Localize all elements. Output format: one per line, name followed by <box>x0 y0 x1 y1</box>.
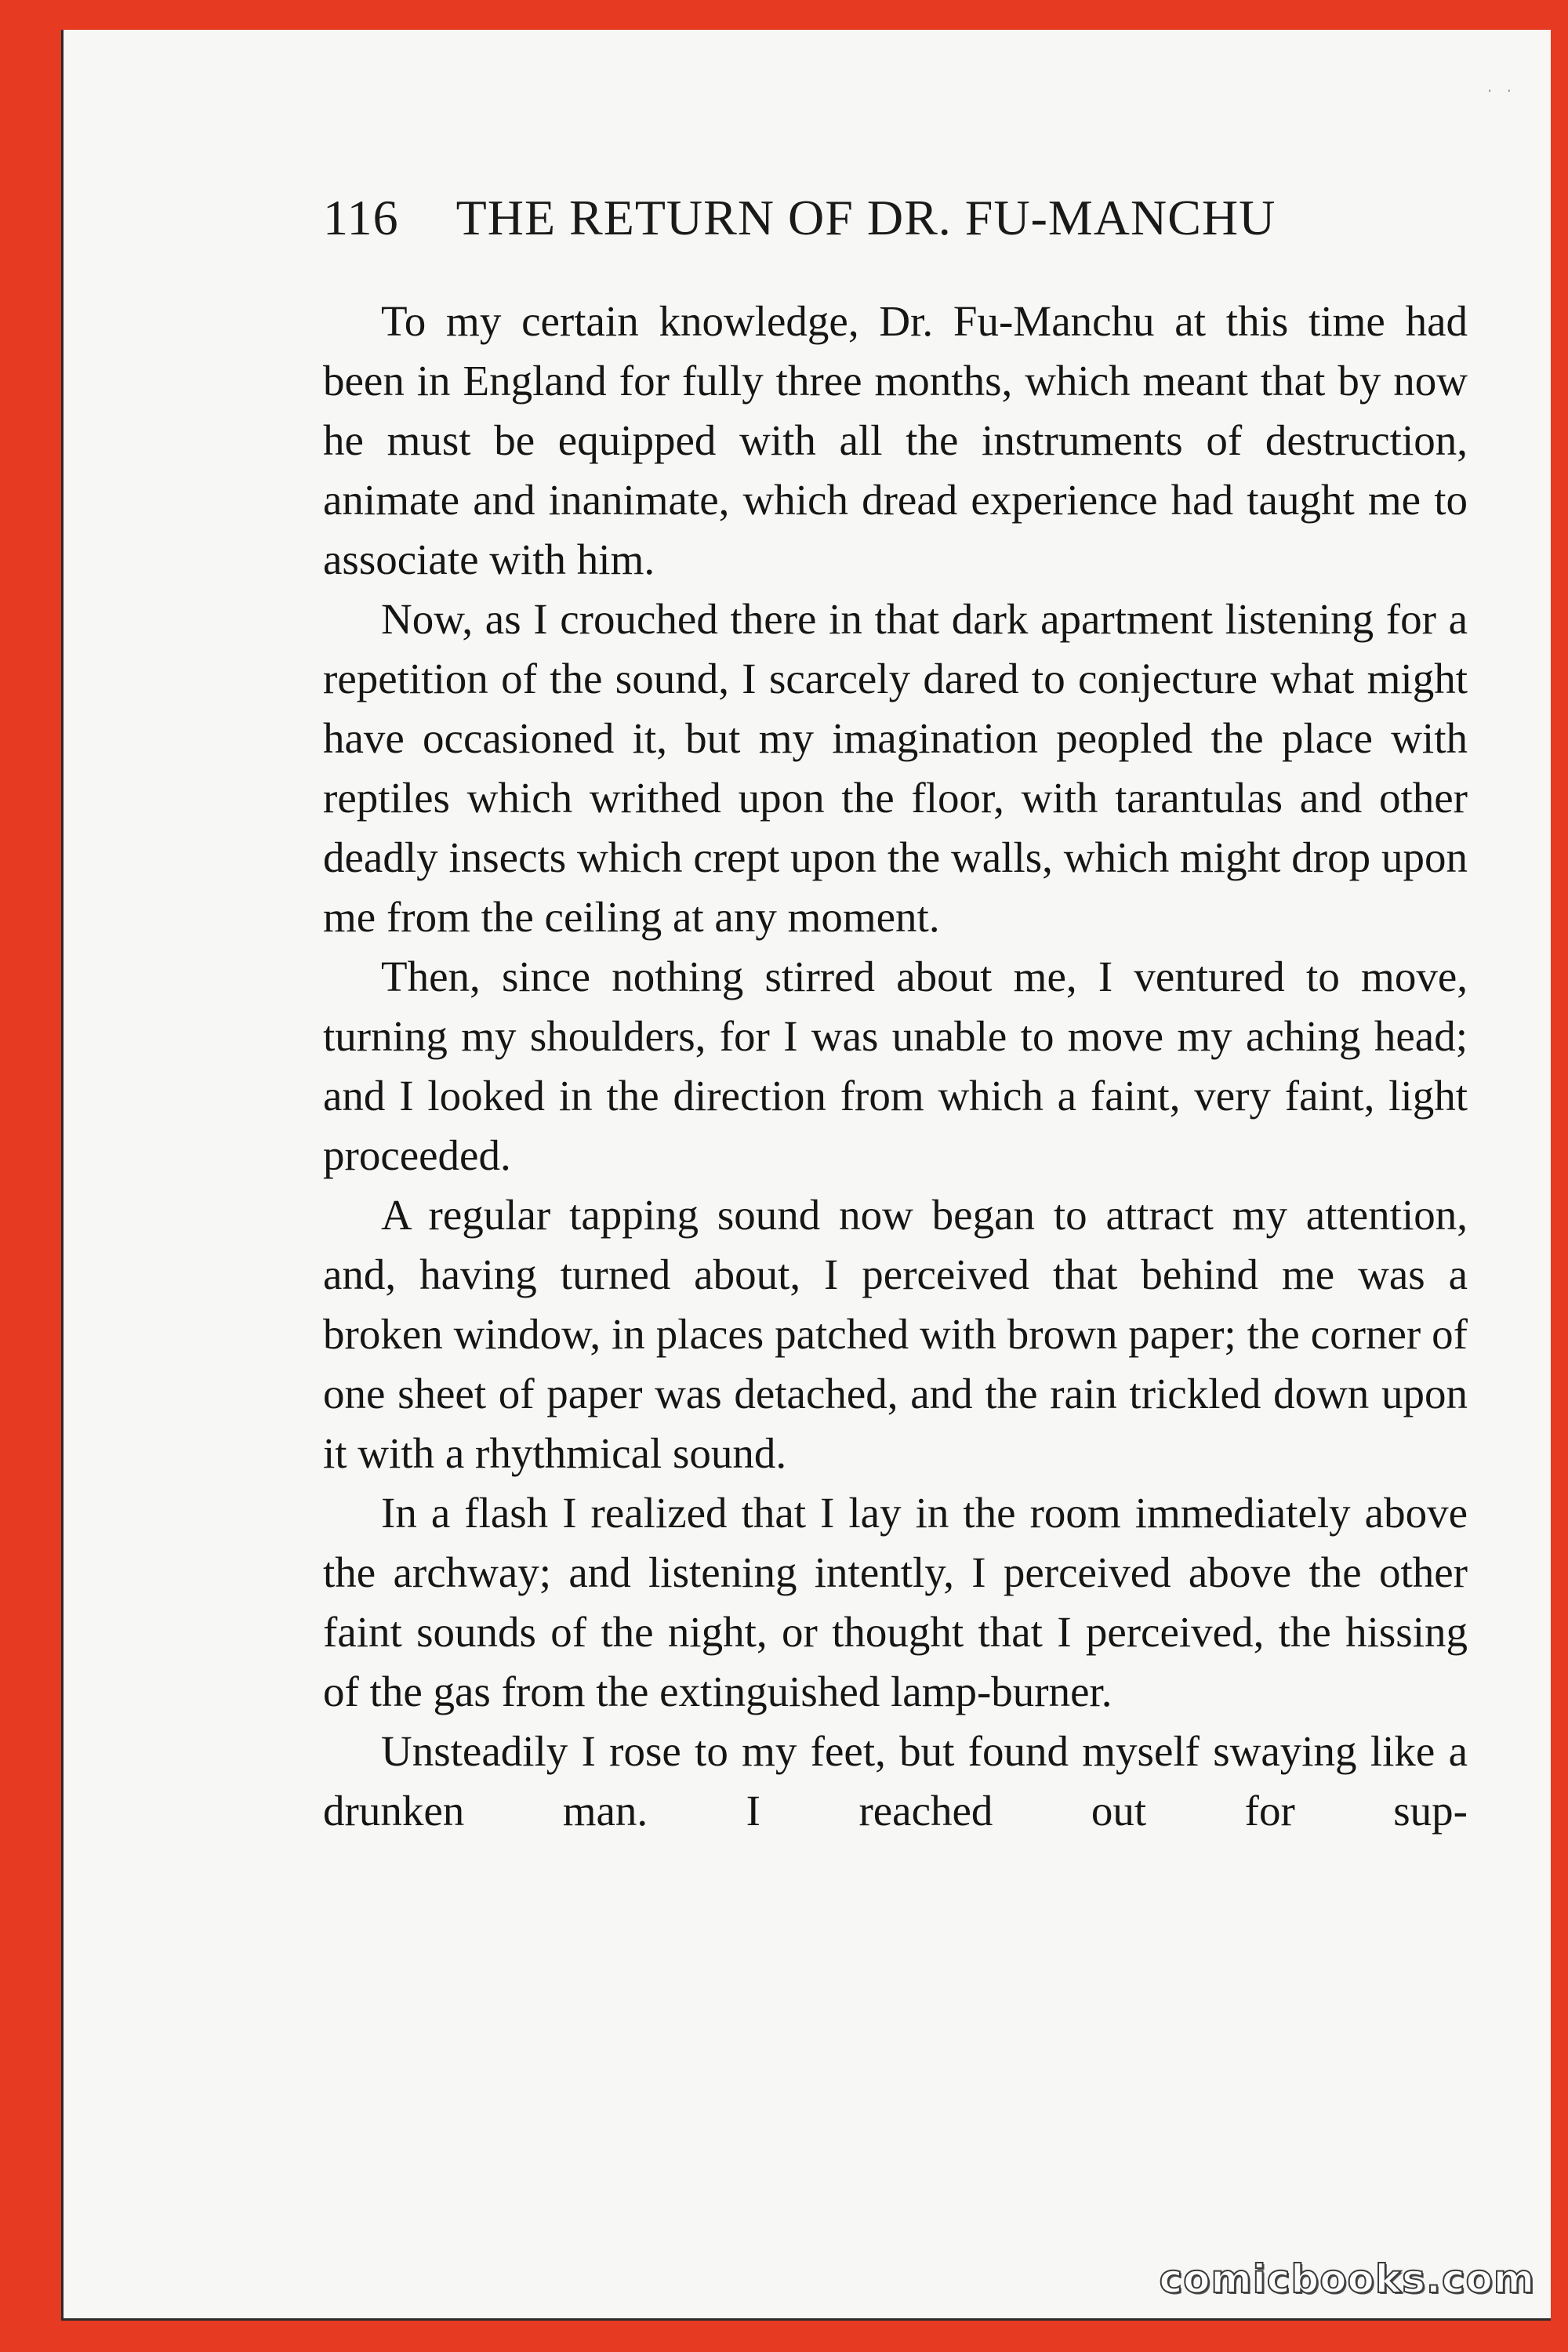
paragraph-5: In a flash I realized that I lay in the room immediately above the archway; and listening intently, I perceived above the other faint sounds of the night, or thought that I perceived, the hissing of the gas from the extinguished lamp-burner. <box>323 1489 1468 1715</box>
running-head <box>323 187 1436 249</box>
paragraph-3: Then, since nothing stirred about me, I ventured to move, turning my shoulders, for I was unable to move my aching head; and I looked in the direction from which a faint, very faint, light proceeded. <box>323 953 1468 1179</box>
watermark-logo: comicbooks.com <box>1159 2256 1535 2302</box>
page-number: 116 <box>323 190 399 245</box>
paragraph-2: Now, as I crouched there in that dark apartment listening for a repetition of the sound, I scarcely dared to conjecture what might have occasioned it, but my imagination peopled the place with reptiles which writhed upon the floor, with tarantulas and other deadly insects which crept upon the walls, which might drop upon me from the ceiling at any moment. <box>323 595 1468 941</box>
body-text <box>323 292 1468 1841</box>
paragraph-6: Unsteadily I rose to my feet, but found myself swaying like a drunken man. I reached out for sup- <box>323 1727 1468 1835</box>
scan-dust-marks: · · <box>1486 82 1516 100</box>
book-title: THE RETURN OF DR. FU-MANCHU <box>456 190 1276 245</box>
paragraph-4: A regular tapping sound now began to attract my attention, and, having turned about, I perceived that behind me was a broken window, in places patched with brown paper; the corner of one sheet of paper was detached, and the rain trickled down upon it with a rhythmical sound. <box>323 1191 1468 1477</box>
paragraph-1: To my certain knowledge, Dr. Fu-Manchu at this time had been in England for fully three months, which meant that by now he must be equipped with all the instruments of destruction, animate and inanimate, which dread experience had taught me to associate with him. <box>323 297 1468 583</box>
